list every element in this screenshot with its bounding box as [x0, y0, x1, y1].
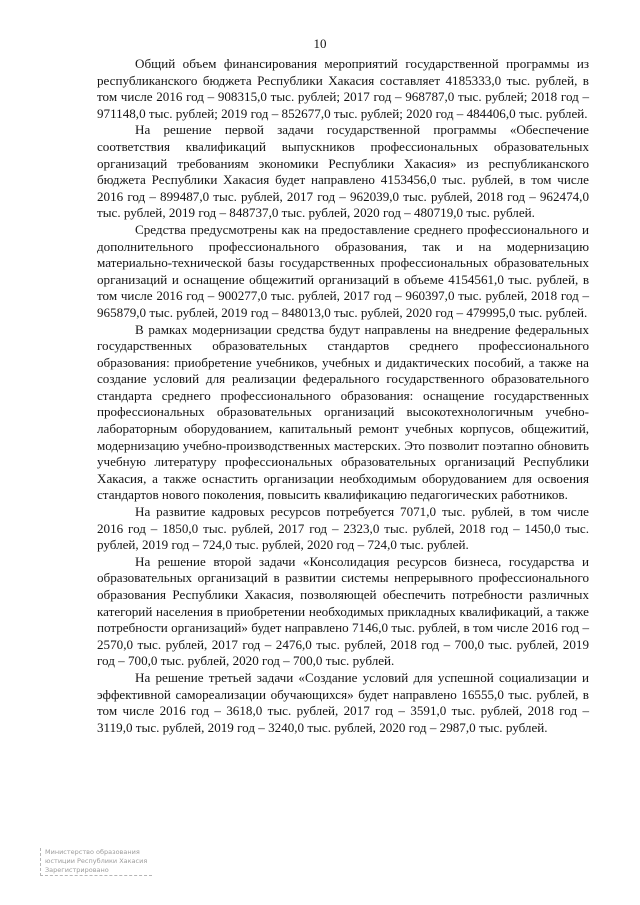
- paragraph-first-task: На решение первой задачи государственной программы «Обеспечение соответствия квалификаций выпускников профессиональных образовательных организаций требованиям экономики Республики Хакасия» из республиканского бюджета Республики Хакасия будет направлено 4153456,0 тыс. рублей, в том числе 2016 год – 899487,0 тыс. рублей, 2017 год – 962039,0 тыс. рублей, 2018 год – 962474,0 тыс. рублей, 2019 год – 848737,0 тыс. рублей, 2020 год – 480719,0 тыс. рублей.: [97, 122, 589, 221]
- stamp-line: Министерство образования: [45, 848, 140, 856]
- paragraph-total-financing: Общий объем финансирования мероприятий государственной программы из республиканского бюджета Республики Хакасия составляет 4185333,0 тыс. рублей, в том числе 2016 год – 908315,0 тыс. рублей; 2017 год – 968787,0 тыс. рублей; 2018 год – 971148,0 тыс. рублей; 2019 год – 852677,0 тыс. рублей; 2020 год – 484406,0 тыс. рублей.: [97, 56, 589, 121]
- paragraph-funds-provision: Средства предусмотрены как на предоставление среднего профессионального и дополнительного профессионального образования, так и на модернизацию материально-технической базы государственных профессиональных образовательных организаций и оснащение общежитий организаций в объеме 4154561,0 тыс. рублей, в том числе 2016 год – 900277,0 тыс. рублей, 2017 год – 960397,0 тыс. рублей, 2018 год – 965879,0 тыс. рублей, 2019 год – 848013,0 тыс. рублей, 2020 год – 479995,0 тыс. рублей.: [97, 221, 589, 320]
- stamp-line: Зарегистрировано: [45, 866, 109, 874]
- page-number: 10: [313, 36, 327, 51]
- paragraph-second-task: На решение второй задачи «Консолидация ресурсов бизнеса, государства и образовательных организаций в развитии системы непрерывного профессионального образования Республики Хакасия, позволяющей обеспечить потребности различных категорий населения в приобретении необходимых прикладных квалификаций, а также потребности организаций» будет направлено 7146,0 тыс. рублей, в том числе 2016 год – 2570,0 тыс. рублей, 2017 год – 2476,0 тыс. рублей, 2018 год – 700,0 тыс. рублей, 2019 год – 700,0 тыс. рублей, 2020 год – 700,0 тыс. рублей.: [97, 553, 589, 669]
- paragraph-modernization: В рамках модернизации средства будут направлены на внедрение федеральных государственных образовательных стандартов среднего профессионального образования: приобретение учебников, учебных и дидактических пособий, а также на создание условий для реализации федерального государственного образовательного стандарта среднего профессионального образования: оснащение государственных профессиональных образовательных организаций высокотехнологичным учебно-лабораторным оборудованием, капитальный ремонт учебных корпусов, общежитий, модернизацию учебно-производственных мастерских. Это позволит поэтапно обновить учебную литературу профессиональных образовательных организаций Республики Хакасия, а также оснастить организации необходимым оборудованием для освоения стандартов нового поколения, повысить квалификацию педагогических работников.: [97, 321, 589, 503]
- stamp-line: юстиции Республики Хакасия: [45, 857, 148, 865]
- document-body: [97, 56, 589, 736]
- paragraph-third-task: На решение третьей задачи «Создание условий для успешной социализации и эффективной самореализации обучающихся» будет направлено 16555,0 тыс. рублей, в том числе 2016 год – 3618,0 тыс. рублей, 2017 год – 3591,0 тыс. рублей, 2018 год – 3119,0 тыс. рублей, 2019 год – 3240,0 тыс. рублей, 2020 год – 2987,0 тыс. рублей.: [97, 669, 589, 735]
- paragraph-human-resources: На развитие кадровых ресурсов потребуется 7071,0 тыс. рублей, в том числе 2016 год – 1850,0 тыс. рублей, 2017 год – 2323,0 тыс. рублей, 2018 год – 1450,0 тыс. рублей, 2019 год – 724,0 тыс. рублей, 2020 год – 724,0 тыс. рублей.: [97, 504, 589, 553]
- registration-stamp: [40, 848, 152, 876]
